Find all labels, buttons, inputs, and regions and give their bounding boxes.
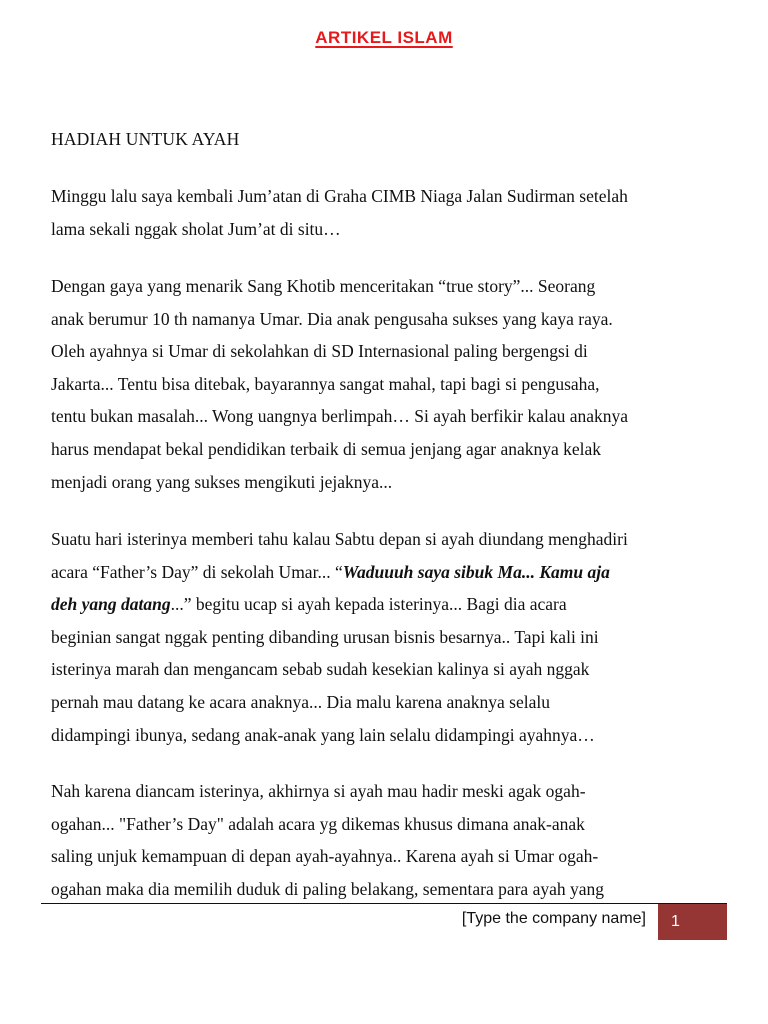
paragraph-line: tentu bukan masalah... Wong uangnya berlimpah… Si ayah berfikir kalau anaknya <box>51 406 629 427</box>
paragraph-1 <box>51 180 723 245</box>
paragraph-line: Oleh ayahnya si Umar di sekolahkan di SD Internasional paling bergengsi di <box>51 341 588 362</box>
paragraph-line: beginian sangat nggak penting dibanding urusan bisnis besarnya.. Tapi kali ini <box>51 626 599 647</box>
paragraph-3 <box>51 523 723 751</box>
paragraph-line: Minggu lalu saya kembali Jum’atan di Graha CIMB Niaga Jalan Sudirman setelah <box>51 186 628 206</box>
paragraph-line: Jakarta... Tentu bisa ditebak, bayarannya sangat mahal, tapi bagi si pengusaha, <box>51 373 600 394</box>
paragraph-line: ogahan maka dia memilih duduk di paling belakang, sementara para ayah yang <box>51 878 605 899</box>
page-number-box <box>658 904 727 940</box>
paragraph-line: Dengan gaya yang menarik Sang Khotib menceritakan “true story”... Seorang <box>51 276 596 296</box>
page-number: 1 <box>671 913 680 930</box>
paragraph-line: Suatu hari isterinya memberi tahu kalau Sabtu depan si ayah diundang menghadiri <box>51 529 628 549</box>
header-title-text: ARTIKEL ISLAM <box>315 28 453 47</box>
paragraph-line-part: ...” begitu ucap si ayah kepada isterinya... Bagi dia acara <box>170 594 567 615</box>
document-header-title <box>0 28 768 48</box>
paragraph-line: isterinya marah dan mengancam sebab sudah kesekian kalinya si ayah nggak <box>51 659 590 680</box>
paragraph-line: lama sekali nggak sholat Jum’at di situ… <box>51 218 341 239</box>
emphasized-quote: deh yang datang <box>51 594 171 615</box>
footer-divider <box>41 903 727 904</box>
paragraph-line: pernah mau datang ke acara anaknya... Dia malu karena anaknya selalu <box>51 691 550 712</box>
paragraph-line: Nah karena diancam isterinya, akhirnya si ayah mau hadir meski agak ogah- <box>51 781 586 801</box>
paragraph-line: menjadi orang yang sukses mengikuti jejaknya... <box>51 471 393 492</box>
footer-company-name: [Type the company name] <box>461 910 646 927</box>
paragraph-line: anak berumur 10 th namanya Umar. Dia anak pengusaha sukses yang kaya raya. <box>51 308 613 329</box>
paragraph-line: ogahan... "Father’s Day" adalah acara yg dikemas khusus dimana anak-anak <box>51 813 585 834</box>
article-heading: HADIAH UNTUK AYAH <box>51 129 240 149</box>
paragraph-line: didampingi ibunya, sedang anak-anak yang lain selalu didampingi ayahnya… <box>51 724 595 745</box>
paragraph-line: saling unjuk kemampuan di depan ayah-ayahnya.. Karena ayah si Umar ogah- <box>51 846 599 867</box>
paragraph-line-part: acara “Father’s Day” di sekolah Umar... “ <box>51 561 343 582</box>
emphasized-quote: Waduuuh saya sibuk Ma... Kamu aja <box>342 561 610 582</box>
paragraph-line: harus mendapat bekal pendidikan terbaik di semua jenjang agar anaknya kelak <box>51 438 602 459</box>
paragraph-4 <box>51 775 723 905</box>
paragraph-2 <box>51 270 723 498</box>
